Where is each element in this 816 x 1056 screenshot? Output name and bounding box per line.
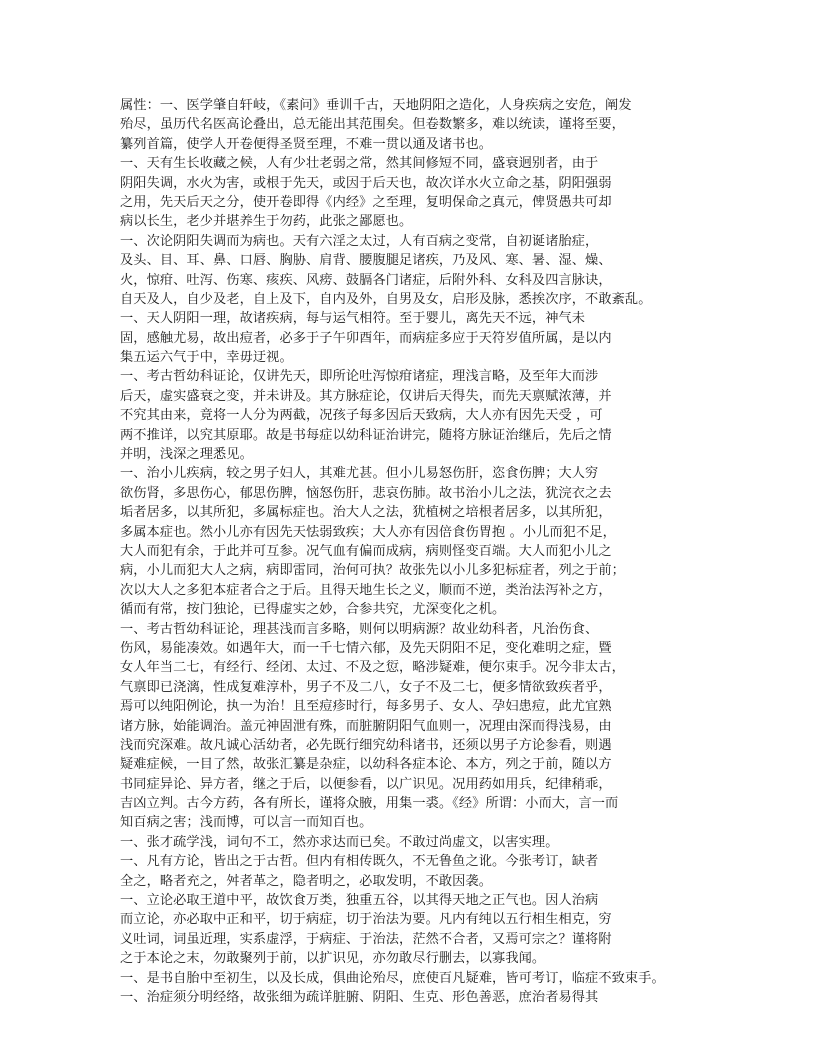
text-line: 一、立论必取王道中平，故饮食万类，独重五谷，以其得天地之正气也。因人治病 xyxy=(120,893,599,909)
text-line: 伤风，易能凑效。如遇年大，而一千七情六郁，及先天阴阳不足，变化难明之症，暨 xyxy=(120,640,612,656)
text-line: 后天，虚实盛衰之变，并未讲及。其方脉症论，仅讲后天得失，而先天禀赋浓薄，并 xyxy=(120,388,612,404)
text-line: 属性：一、医学肇自轩岐，《素问》垂训千古，天地阴阳之造化，人身疾病之安危，阐发 xyxy=(120,98,632,113)
text-line: 之于本论之末，勿敢聚列于前，以扩识见，亦勿敢尽行删去，以寡我闻。 xyxy=(120,951,546,967)
text-line: 而立论，亦必取中正和平，切于病症，切于治法为要。凡内有纯以五行相生相克，穷 xyxy=(120,912,612,928)
text-line: 吉凶立判。古今方药，各有所长，谨将众腋，用集一裘。《经》所谓：小而大，言一而 xyxy=(120,796,619,812)
text-line: 大人而犯有余，于此并可互参。况气血有偏而成病，病则怪变百端。大人而犯小儿之 xyxy=(120,543,612,559)
text-line: 循而有常，按门独论，已得虚实之妙，合参共究，尤深变化之机。 xyxy=(120,602,506,618)
text-line: 气禀即已浇漓，性成复难淳朴，男子不及二八，女子不及二七，便多情欲致疾者乎， xyxy=(120,679,612,695)
text-line: 知百病之害；浅而博，可以言一而知百也。 xyxy=(120,815,373,831)
text-line: 义吐词，词虽近理，实系虚浮，于病症、于治法，茫然不合者，又焉可宗之？谨将附 xyxy=(120,931,612,947)
text-line: 浅而究深难。故凡诚心活幼者，必先既行细究幼科诸书，还须以男子方论参看，则遇 xyxy=(120,737,612,753)
text-line: 火，惊疳、吐泻、伤寒、痎疾、风痨、鼓膈各门诸症，后附外科、女科及四言脉诀， xyxy=(120,272,612,288)
text-line: 阴阳失调，水火为害，或根于先天，或因于后天也，故次详水火立命之基，阴阳强弱 xyxy=(120,175,612,191)
text-line: 一、天人阴阳一理，故诸疾病，每与运气相符。至于婴儿，离先天不远，神气未 xyxy=(120,311,586,327)
text-line: 两不推详，以究其原耶。故是书每症以幼科证治讲完，随将方脉证治继后，先后之情 xyxy=(120,427,612,443)
text-line: 疑难症候，一目了然，故张汇纂是杂症，以幼科各症本论、本方，列之于前，随以方 xyxy=(120,757,612,773)
text-line: 一、治症须分明经络，故张细为疏详脏腑、阴阳、生克、形色善恶，庶治者易得其 xyxy=(120,989,599,1005)
text-line: 一、天有生长收藏之候，人有少壮老弱之常，然其间修短不同，盛衰迥别者，由于 xyxy=(120,156,599,172)
text-line: 自天及人，自少及老，自上及下，自内及外，自男及女，启形及脉，悉挨次序，不敢紊乱。 xyxy=(120,291,652,307)
text-line: 全之，略者充之，舛者革之，隐者明之，必取发明，不敢因袭。 xyxy=(120,873,493,889)
text-line: 多属本症也。然小儿亦有因先天怯弱致疾；大人亦有因倍食伤胃抱 。小儿而犯不足， xyxy=(120,524,616,540)
text-line: 一、凡有方论，皆出之于古哲。但内有相传既久，不无鲁鱼之讹。今张考订，缺者 xyxy=(120,854,599,870)
text-line: 一、考古哲幼科证论，理甚浅而言多略，则何以明病源？故业幼科者，凡治伤食、 xyxy=(120,621,599,637)
text-line: 之用，先天后天之分，使开卷即得《内经》之至理，复明保命之真元，俾贤愚共可却 xyxy=(120,194,612,210)
text-line: 次以大人之多犯本症者合之于后。且得天地生长之义，顺而不逆，类治法泻补之方， xyxy=(120,582,612,598)
text-line: 纂列首篇，使学人开卷便得圣贤至理，不难一贯以通及诸书也。 xyxy=(120,136,493,152)
text-line: 诸方脉，始能调治。盖元神固泄有殊，而脏腑阴阳气血则一，况理由深而得浅易，由 xyxy=(120,718,612,734)
text-line: 欲伤肾，多思伤心，郁思伤脾，恼怒伤肝，悲哀伤肺。故书治小儿之法，犹浣衣之去 xyxy=(120,485,612,501)
text-line: 一、张才疏学浅，词句不工，然亦求达而已矣。不敢过尚虚文，以害实理。 xyxy=(120,834,559,850)
text-line: 书同症异论、异方者，继之于后，以便参看，以广识见。况用药如用兵，纪律稍乖， xyxy=(120,776,612,792)
text-line: 一、是书自胎中至初生，以及长成，俱曲论殆尽，庶使百凡疑难，皆可考订，临症不致束手。 xyxy=(120,970,665,986)
text-line: 垢者居多，以其所犯，多属标症也。治大人之法，犹植树之培根者居多，以其所犯， xyxy=(120,505,612,521)
text-line: 一、次论阴阳失调而为病也。天有六淫之太过，人有百病之变常，自初诞诸胎症， xyxy=(120,233,599,249)
text-line: 固，感触尤易，故出痘者，必多于子午卯酉年，而病症多应于天符岁值所属，是以内 xyxy=(120,330,612,346)
text-line: 一、考古哲幼科证论，仅讲先天，即所论吐泻惊疳诸症，理浅言略，及至年大而涉 xyxy=(120,369,599,385)
text-line: 病，小儿而犯大人之病，病即雷同，治何可执？故张先以小儿多犯标症者，列之于前； xyxy=(120,563,625,579)
document-body xyxy=(120,96,700,1007)
text-line: 女人年当二七，有经行、经闭、太过、不及之愆，略涉疑难，便尔束手。况今非太古， xyxy=(120,660,625,676)
text-line: 并明，浅深之理悉见。 xyxy=(120,447,253,463)
text-line: 不究其由来，竟将一人分为两截，况孩子每多因后天致病，大人亦有因先天受 ，可 xyxy=(120,408,603,424)
text-line: 集五运六气于中，幸毋迂视。 xyxy=(120,350,293,366)
text-line: 殆尽，虽历代名医高论叠出，总无能出其范围矣。但卷数繁多，难以统读，谨将至要， xyxy=(120,117,625,133)
text-line: 病以长生，老少并堪养生于勿药，此张之鄙愿也。 xyxy=(120,214,413,230)
text-line: 焉可以纯阳例论，执一为治！且至痘疹时行，每多男子、女人、孕妇患痘，此尤宜熟 xyxy=(120,699,612,715)
text-line: 及头、目、耳、鼻、口唇、胸胁、肩背、腰腹腿足诸疾，乃及风、寒、暑、湿、燥、 xyxy=(120,253,612,269)
text-line: 一、治小儿疾病，较之男子妇人，其难尤甚。但小儿易怒伤肝，恣食伤脾；大人穷 xyxy=(120,466,599,482)
